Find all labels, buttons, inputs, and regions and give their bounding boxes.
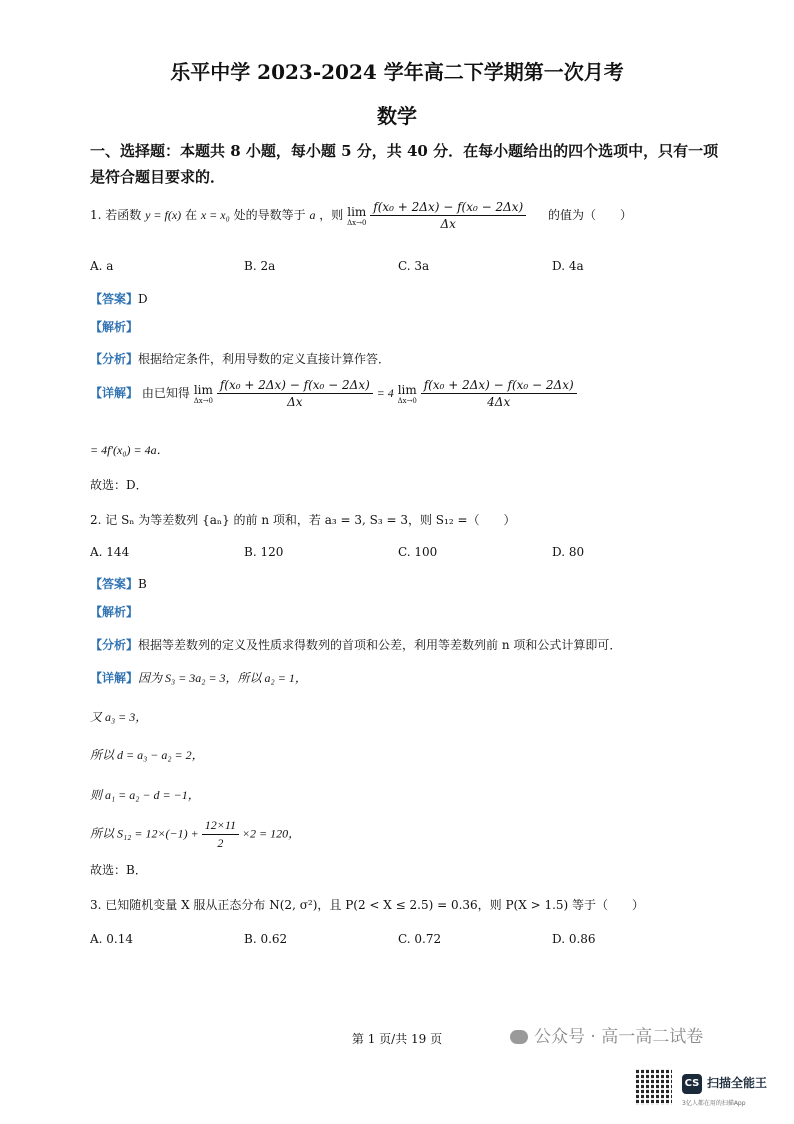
q2-fenxi: 【分析】根据等差数列的定义及性质求得数列的首项和公差，利用等差数列前 n 项和公式计算即可．	[90, 638, 622, 652]
limit-operator: lim Δx→0	[347, 204, 367, 227]
q3-option-b: B. 0.62	[244, 932, 288, 946]
q2-line5: 所以 S₁₂ = 12×(−1) + $\frac{12\times 11}{2}$ ×2 = 120，	[90, 818, 301, 850]
watermark: 公众号 · 高一高二试卷	[510, 1022, 703, 1047]
q1-detail: 【详解】 由已知得 lim Δx→0 $\frac{\text{f(x₀ + 2Δx) − f(x₀ − 2Δx)}}{\Delta x}$ = 4 lim Δx→0 $\frac{\text{f(x₀ + 2Δx) − f(x₀ − 2Δx)}}{4\Delta x}$	[90, 378, 577, 409]
q2-analysis-label: 【解析】	[90, 605, 139, 619]
q2-option-d: D. 80	[552, 545, 585, 559]
exam-subject: 数学	[377, 104, 417, 128]
q2-detail: 【详解】因为 S₃ = 3a₂ = 3，所以 a₂ = 1，	[90, 671, 307, 685]
wechat-icon	[510, 1030, 528, 1044]
q1-analysis-label: 【解析】	[90, 320, 139, 334]
q2-option-a: A. 144	[90, 545, 130, 559]
q3-option-c: C. 0.72	[398, 932, 442, 946]
q2-line3: 所以 d = a₃ − a₂ = 2，	[90, 748, 204, 762]
q1-option-c: C. 3a	[398, 259, 430, 273]
q3-option-d: D. 0.86	[552, 932, 596, 946]
exam-title: 乐平中学 2023-2024 学年高二下学期第一次月考	[170, 60, 624, 84]
section-heading: 一、选择题：本题共 8 小题，每小题 5 分，共 40 分．在每小题给出的四个选项中，只有一项是符合题目要求的．	[90, 142, 719, 186]
q2-line4: 则 a₁ = a₂ − d = −1，	[90, 788, 200, 802]
q1-option-b: B. 2a	[244, 259, 276, 273]
q1-detail-line2: = 4f′(x₀) = 4a．	[90, 443, 169, 457]
scanner-tagline: 3亿人都在用的扫描App	[682, 1100, 746, 1107]
scanner-app-name: 扫描全能王	[707, 1076, 768, 1090]
q1-option-a: A. a	[90, 259, 114, 273]
q1-conclusion: 故选：D．	[90, 478, 148, 492]
question-2-stem: 2. 记 Sₙ 为等差数列 {aₙ} 的前 n 项和，若 a₃ = 3, S₃ = 3，则 S₁₂ =（ ）	[90, 513, 516, 527]
q2-option-c: C. 100	[398, 545, 438, 559]
q1-answer: 【答案】D	[90, 292, 148, 306]
page-number: 第 1 页/共 19 页	[351, 1032, 443, 1046]
question-1-stem: 1. 若函数 y = f(x) 在 x = x₀ 处的导数等于 a ，则 lim Δx→0 $\frac{\text{f(x₀ + 2Δx) − f(x₀ − 2Δx)}}{\Delta x}$ 的值为（ ）	[90, 200, 633, 231]
question-3-stem: 3. 已知随机变量 X 服从正态分布 N(2, σ²)，且 P(2 < X ≤ 2.5) = 0.36，则 P(X > 1.5) 等于（ ）	[90, 898, 645, 912]
q2-option-b: B. 120	[244, 545, 284, 559]
q3-option-a: A. 0.14	[90, 932, 134, 946]
q2-conclusion: 故选：B．	[90, 863, 147, 877]
limit-fraction: $\frac{\text{f(x₀ + 2Δx) − f(x₀ − 2Δx)}}{\Delta x}$	[370, 200, 526, 231]
q2-answer: 【答案】B	[90, 577, 147, 591]
q2-line2: 又 a₃ = 3，	[90, 710, 148, 724]
q1-option-d: D. 4a	[552, 259, 584, 273]
q1-fenxi: 【分析】根据给定条件，利用导数的定义直接计算作答．	[90, 352, 391, 366]
camscanner-logo-icon: CS	[682, 1074, 702, 1094]
qr-code-icon	[636, 1069, 672, 1105]
